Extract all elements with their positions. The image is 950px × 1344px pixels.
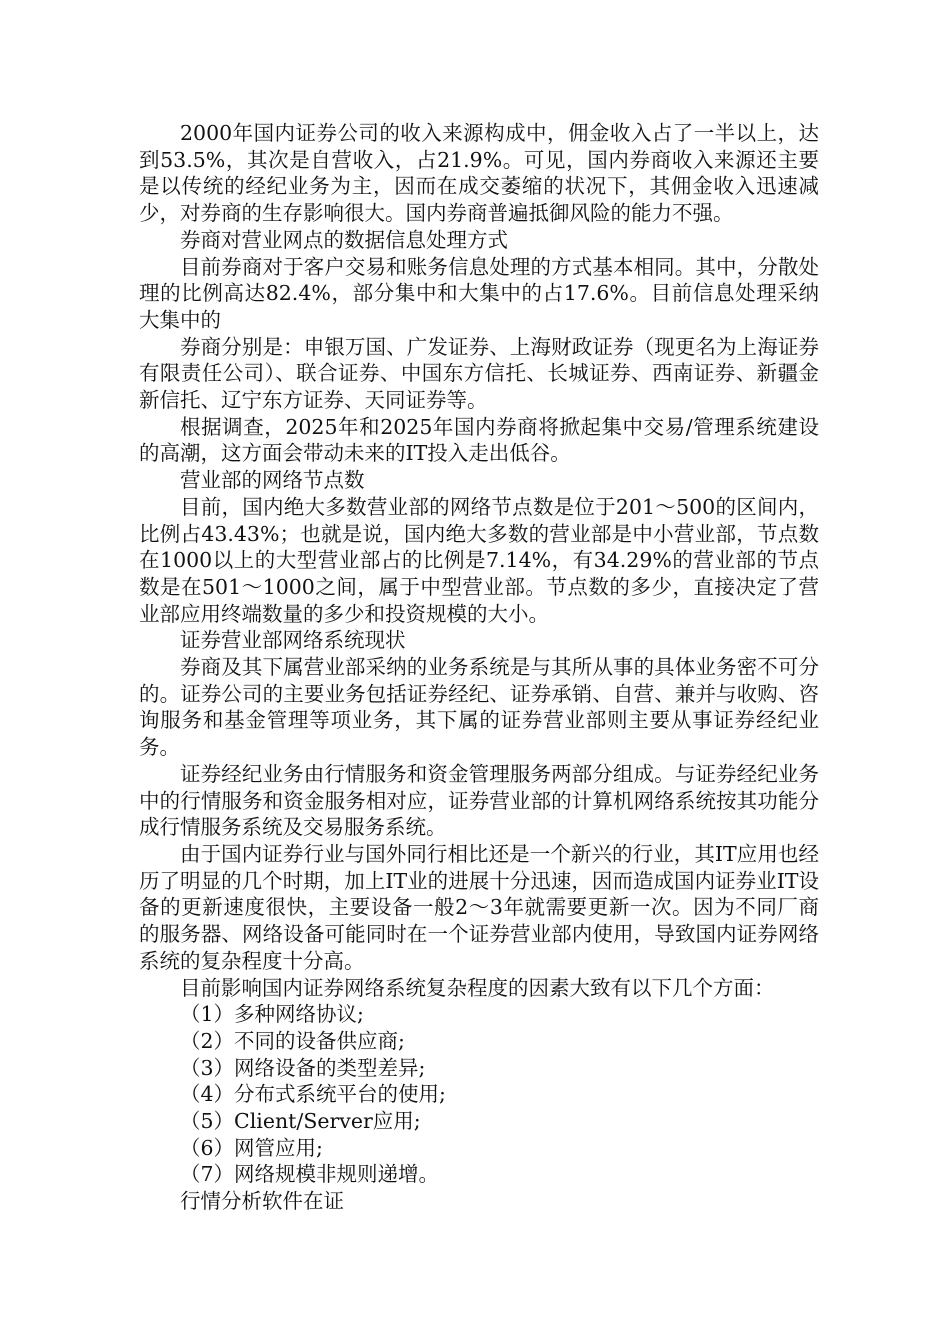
heading-network-nodes: 营业部的网络节点数 (180, 468, 365, 493)
heading-market-software: 行情分析软件在证 (180, 1189, 344, 1214)
heading-network-status: 证券营业部网络系统现状 (180, 628, 406, 653)
paragraph-brokerage-services: 证券经纪业务由行情服务和资金管理服务两部分组成。与证券经纪业务中的行情服务和资金服务相对应，证券营业部的计算机网络系统按其功能分成行情服务系统及交易服务系统。 (139, 761, 819, 840)
paragraph-complexity-factors: 目前影响国内证券网络系统复杂程度的因素大致有以下几个方面： (180, 975, 775, 1000)
list-item-4: （4）分布式系统平台的使用; (180, 1082, 446, 1107)
list-item-5: （5）Client/Server应用; (180, 1109, 421, 1134)
document-page (139, 120, 819, 1215)
paragraph-revenue-sources: 2000年国内证券公司的收入来源构成中，佣金收入占了一半以上，达到53.5%，其次是自营收入，占21.9%。可见，国内券商收入来源还主要是以传统的经纪业务为主，因而在成交萎缩的状况下，其佣金收入迅速减少，对券商的生存影响很大。国内券商普遍抵御风险的能力不强。 (139, 121, 819, 226)
list-item-7: （7）网络规模非规则递增。 (180, 1162, 440, 1187)
list-item-6: （6）网管应用; (180, 1135, 323, 1160)
paragraph-survey: 根据调查，2025年和2025年国内券商将掀起集中交易/管理系统建设的高潮，这方面会带动未来的IT投入走出低谷。 (139, 414, 819, 466)
paragraph-it-development: 由于国内证券行业与国外同行相比还是一个新兴的行业，其IT应用也经历了明显的几个时期，加上IT业的进展十分迅速，因而造成国内证券业IT设备的更新速度很快，主要设备一般2～3年就需要更新一次。因为不同厂商的服务器、网络设备可能同时在一个证券营业部内使用，导致国内证券网络系统的复杂程度十分高。 (139, 841, 819, 973)
list-item-3: （3）网络设备的类型差异; (180, 1055, 426, 1080)
paragraph-processing-ratio: 目前券商对于客户交易和账务信息处理的方式基本相同。其中，分散处理的比例高达82.4%，部分集中和大集中的占17.6%。目前信息处理采纳大集中的 (139, 254, 819, 332)
heading-data-processing: 券商对营业网点的数据信息处理方式 (180, 227, 508, 252)
list-item-2: （2）不同的设备供应商; (180, 1028, 405, 1053)
list-item-1: （1）多种网络协议; (180, 1002, 364, 1027)
paragraph-broker-list: 券商分别是：申银万国、广发证券、上海财政证券（现更名为上海证券有限责任公司）、联合证券、中国东方信托、长城证券、西南证券、新疆金新信托、辽宁东方证券、天同证券等。 (139, 334, 819, 413)
paragraph-node-counts: 目前，国内绝大多数营业部的网络节点数是位于201～500的区间内，比例占43.43%；也就是说，国内绝大多数的营业部是中小营业部，节点数在1000以上的大型营业部占的比例是7.14%，有34.29%的营业部的节点数是在501～1000之间，属于中型营业部。节点数的多少，直接决定了营业部应用终端数量的多少和投资规模的大小。 (139, 494, 819, 626)
paragraph-business-systems: 券商及其下属营业部采纳的业务系统是与其所从事的具体业务密不可分的。证券公司的主要业务包括证券经纪、证券承销、自营、兼并与收购、咨询服务和基金管理等项业务，其下属的证券营业部则主要从事证券经纪业务。 (139, 655, 819, 760)
